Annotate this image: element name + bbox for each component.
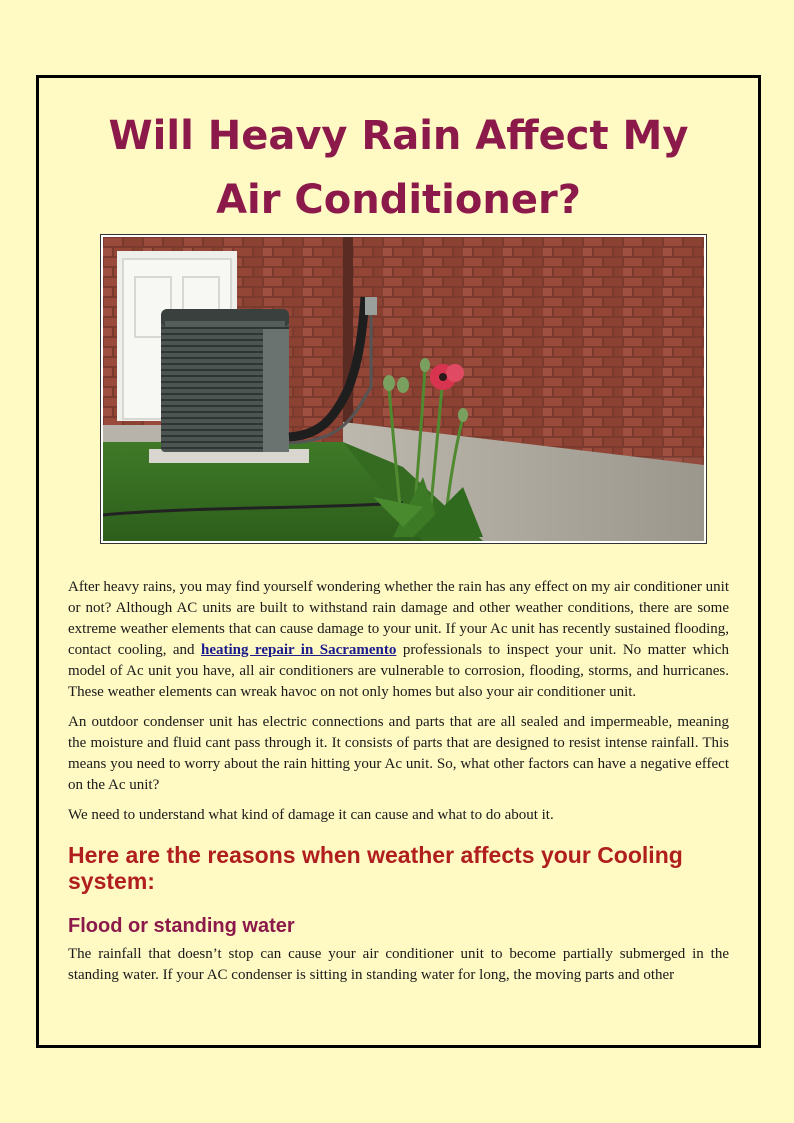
paragraph-condenser: An outdoor condenser unit has electric connections and parts that are all sealed and impermeable, meaning the moisture and fluid cant pass through it. It consists of parts that are designed to resist intense rainfall. This means you need to worry about the rain hitting your Ac unit. So, what other factors can have a negative effect on the Ac unit? — [68, 714, 729, 793]
page-title — [39, 104, 758, 232]
intro-text-after: professionals to inspect your unit. No matter which model of Ac unit you have, all air conditioners are vulnerable to corrosion, flooding, storms, and hurricanes. These weather elements can wreak havoc on not only homes but also your air conditioner unit. — [68, 642, 729, 700]
page-frame — [36, 75, 761, 1048]
paragraph-intro — [68, 577, 729, 703]
title-line-2: Air Conditioner? — [216, 177, 581, 223]
paragraph-understand: We need to understand what kind of damage it can cause and what to do about it. — [68, 807, 554, 823]
hero-image — [103, 237, 704, 541]
article-body — [68, 577, 729, 995]
paragraph-flood: The rainfall that doesn’t stop can cause your air conditioner unit to become partially submerged in the standing water. If your AC condenser is sitting in standing water for long, the moving parts and other — [68, 946, 729, 983]
title-line-1: Will Heavy Rain Affect My — [108, 113, 689, 159]
hero-image-frame — [100, 234, 707, 544]
heating-repair-link[interactable]: heating repair in Sacramento — [201, 642, 397, 658]
section-heading-reasons: Here are the reasons when weather affects your Cooling system: — [68, 842, 683, 894]
subheading-flood: Flood or standing water — [68, 915, 295, 937]
intro-text-before: After heavy rains, you may find yourself wondering whether the rain has any effect on my air conditioner unit or not? Although AC units are built to withstand rain damage and other weather conditions, there are some extreme weather elements that can cause damage to your unit. If your Ac unit has recently sustained flooding, contact cooling, and — [68, 579, 729, 658]
